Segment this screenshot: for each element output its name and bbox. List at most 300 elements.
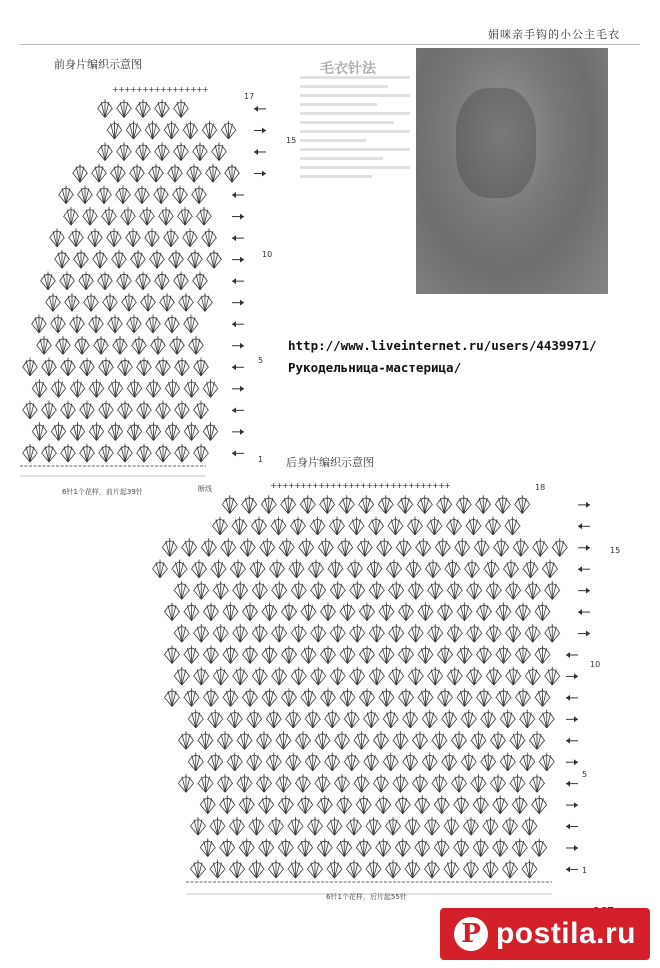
- shell-stitch: [301, 645, 317, 663]
- shell-stitch: [141, 293, 156, 311]
- arrow-right-icon: [232, 257, 244, 263]
- svg-text:+: +: [142, 85, 149, 94]
- shell-stitch: [315, 774, 331, 792]
- shell-stitch: [169, 250, 184, 268]
- shell-stitch: [545, 624, 561, 642]
- shell-stitch: [61, 401, 76, 419]
- back-row-label-10: 10: [590, 660, 601, 669]
- shell-stitch: [483, 817, 499, 835]
- shell-stitch: [389, 667, 405, 685]
- shell-stitch: [422, 710, 438, 728]
- shell-stitch: [239, 838, 255, 856]
- svg-text:+: +: [342, 481, 349, 490]
- shell-stitch: [412, 731, 428, 749]
- svg-text:+: +: [282, 481, 289, 490]
- shell-stitch: [305, 710, 321, 728]
- shell-stitch: [174, 142, 189, 160]
- shell-stitch: [203, 645, 219, 663]
- shell-stitch: [184, 602, 200, 620]
- svg-text:+: +: [426, 481, 433, 490]
- arrow-left-icon: [566, 695, 578, 701]
- shell-stitch: [320, 645, 336, 663]
- shell-stitch: [320, 602, 336, 620]
- shell-stitch: [83, 207, 98, 225]
- shell-stitch: [113, 336, 128, 354]
- shell-stitch: [295, 774, 311, 792]
- shell-stitch: [99, 358, 114, 376]
- shell-stitch: [500, 710, 516, 728]
- shell-stitch: [232, 517, 248, 535]
- shell-stitch: [451, 731, 467, 749]
- shell-stitch: [457, 688, 473, 706]
- shell-stitch: [344, 710, 360, 728]
- shell-stitch: [84, 293, 99, 311]
- shell-stitch: [64, 207, 79, 225]
- shell-stitch: [320, 688, 336, 706]
- shell-stitch: [89, 379, 104, 397]
- shell-stitch: [494, 538, 510, 556]
- shell-stitch: [327, 860, 343, 878]
- shell-stitch: [98, 142, 113, 160]
- shell-stitch: [175, 444, 190, 462]
- shell-stitch: [463, 817, 479, 835]
- shell-stitch: [476, 495, 492, 513]
- shell-stitch: [212, 142, 227, 160]
- shell-stitch: [476, 688, 492, 706]
- arrow-right-icon: [578, 588, 590, 594]
- shell-stitch: [533, 538, 549, 556]
- shell-stitch: [298, 838, 314, 856]
- shell-stitch: [364, 753, 380, 771]
- shell-stitch: [457, 645, 473, 663]
- shell-stitch: [369, 581, 385, 599]
- shell-stitch: [193, 271, 208, 289]
- shell-stitch: [356, 795, 372, 813]
- shell-stitch: [237, 774, 253, 792]
- shell-stitch: [213, 581, 229, 599]
- shell-stitch: [208, 710, 224, 728]
- shell-stitch: [23, 358, 38, 376]
- shell-stitch: [74, 250, 89, 268]
- arrow-right-icon: [566, 716, 578, 722]
- shell-stitch: [242, 602, 258, 620]
- shell-stitch: [347, 560, 363, 578]
- shell-stitch: [249, 860, 265, 878]
- svg-text:+: +: [300, 481, 307, 490]
- shell-stitch: [23, 444, 38, 462]
- shell-stitch: [233, 624, 249, 642]
- shell-stitch: [162, 538, 178, 556]
- svg-text:+: +: [306, 481, 313, 490]
- shell-stitch: [184, 645, 200, 663]
- shell-stitch: [51, 422, 66, 440]
- shell-stitch: [330, 624, 346, 642]
- arrow-right-icon: [232, 429, 244, 435]
- shell-stitch: [32, 379, 47, 397]
- shell-stitch: [442, 710, 458, 728]
- shell-stitch: [107, 228, 122, 246]
- shell-stitch: [445, 560, 461, 578]
- shell-stitch: [485, 517, 501, 535]
- svg-text:+: +: [160, 85, 167, 94]
- svg-text:+: +: [396, 481, 403, 490]
- shell-stitch: [442, 753, 458, 771]
- shell-stitch: [165, 315, 180, 333]
- shell-stitch: [170, 336, 185, 354]
- svg-text:+: +: [118, 85, 125, 94]
- shell-stitch: [356, 838, 372, 856]
- shell-stitch: [329, 517, 345, 535]
- shell-stitch: [334, 774, 350, 792]
- shell-stitch: [506, 581, 522, 599]
- shell-stitch: [515, 688, 531, 706]
- shell-stitch: [520, 753, 536, 771]
- shell-stitch: [398, 602, 414, 620]
- shell-stitch: [208, 753, 224, 771]
- shell-stitch: [200, 795, 216, 813]
- shell-stitch: [378, 495, 394, 513]
- shell-stitch: [136, 99, 151, 117]
- shell-stitch: [463, 860, 479, 878]
- shell-stitch: [523, 560, 539, 578]
- svg-text:+: +: [190, 85, 197, 94]
- logo-text: postila.ru: [495, 917, 636, 950]
- shell-stitch: [471, 774, 487, 792]
- shell-stitch: [223, 602, 239, 620]
- shell-stitch: [111, 164, 126, 182]
- shell-stitch: [379, 602, 395, 620]
- watermark-url[interactable]: http://www.liveinternet.ru/users/4439971/: [288, 338, 597, 353]
- shell-stitch: [376, 838, 392, 856]
- shell-stitch: [299, 538, 315, 556]
- shell-stitch: [136, 142, 151, 160]
- shell-stitch: [80, 401, 95, 419]
- arrow-right-icon: [254, 171, 266, 177]
- shell-stitch: [383, 753, 399, 771]
- arrow-left-icon: [232, 450, 244, 456]
- shell-stitch: [42, 358, 57, 376]
- svg-text:+: +: [366, 481, 373, 490]
- shell-stitch: [457, 602, 473, 620]
- shell-stitch: [156, 401, 171, 419]
- shell-stitch: [240, 538, 256, 556]
- shell-stitch: [535, 645, 551, 663]
- shell-stitch: [301, 602, 317, 620]
- shell-stitch: [159, 207, 174, 225]
- shell-stitch: [456, 495, 472, 513]
- shell-stitch: [174, 581, 190, 599]
- shell-stitch: [203, 379, 218, 397]
- svg-text:+: +: [136, 85, 143, 94]
- shell-stitch: [525, 624, 541, 642]
- shell-stitch: [525, 581, 541, 599]
- arrow-right-icon: [232, 300, 244, 306]
- arrow-left-icon: [232, 407, 244, 413]
- shell-stitch: [70, 315, 85, 333]
- shell-stitch: [118, 401, 133, 419]
- shell-stitch: [418, 602, 434, 620]
- shell-stitch: [268, 817, 284, 835]
- arrow-left-icon: [232, 235, 244, 241]
- shell-stitch: [290, 517, 306, 535]
- shell-stitch: [545, 667, 561, 685]
- shell-stitch: [247, 710, 263, 728]
- shell-stitch: [473, 795, 489, 813]
- shell-stitch: [330, 581, 346, 599]
- shell-stitch: [117, 142, 132, 160]
- front-crochet-chart: [20, 85, 266, 476]
- shell-stitch: [461, 710, 477, 728]
- shell-stitch: [337, 838, 353, 856]
- shell-stitch: [65, 293, 80, 311]
- shell-stitch: [149, 164, 164, 182]
- shell-stitch: [69, 228, 84, 246]
- shell-stitch: [467, 667, 483, 685]
- shell-stitch: [437, 645, 453, 663]
- arrow-left-icon: [566, 652, 578, 658]
- shell-stitch: [532, 795, 548, 813]
- svg-text:+: +: [336, 481, 343, 490]
- shell-stitch: [225, 164, 240, 182]
- shell-stitch: [446, 517, 462, 535]
- shell-stitch: [486, 667, 502, 685]
- shell-stitch: [415, 795, 431, 813]
- svg-text:+: +: [354, 481, 361, 490]
- shell-stitch: [418, 688, 434, 706]
- shell-stitch: [481, 753, 497, 771]
- shell-stitch: [295, 731, 311, 749]
- shell-stitch: [308, 560, 324, 578]
- shell-stitch: [385, 860, 401, 878]
- shell-stitch: [310, 517, 326, 535]
- shell-stitch: [434, 795, 450, 813]
- shell-stitch: [46, 293, 61, 311]
- shell-stitch: [132, 336, 147, 354]
- shell-stitch: [61, 358, 76, 376]
- shell-stitch: [122, 293, 137, 311]
- shell-stitch: [242, 645, 258, 663]
- shell-stitch: [155, 142, 170, 160]
- arrow-left-icon: [254, 106, 266, 112]
- shell-stitch: [256, 731, 272, 749]
- shell-stitch: [146, 315, 161, 333]
- shell-stitch: [249, 817, 265, 835]
- shell-stitch: [344, 753, 360, 771]
- shell-stitch: [327, 817, 343, 835]
- shell-stitch: [259, 838, 275, 856]
- shell-stitch: [51, 315, 66, 333]
- shell-stitch: [156, 358, 171, 376]
- shell-stitch: [92, 164, 107, 182]
- shell-stitch: [340, 645, 356, 663]
- svg-text:+: +: [384, 481, 391, 490]
- arrow-left-icon: [232, 192, 244, 198]
- svg-text:+: +: [432, 481, 439, 490]
- shell-stitch: [56, 336, 71, 354]
- shell-stitch: [266, 753, 282, 771]
- shell-stitch: [330, 667, 346, 685]
- shell-stitch: [187, 164, 202, 182]
- shell-stitch: [359, 495, 375, 513]
- shell-stitch: [405, 860, 421, 878]
- shell-stitch: [364, 710, 380, 728]
- shell-stitch: [145, 121, 160, 139]
- shell-stitch: [217, 774, 233, 792]
- postila-logo[interactable]: [440, 908, 650, 960]
- shell-stitch: [334, 731, 350, 749]
- svg-text:+: +: [420, 481, 427, 490]
- shell-stitch: [73, 164, 88, 182]
- shell-stitch: [552, 538, 568, 556]
- front-diagram-title: 前身片编织示意图: [54, 58, 142, 71]
- shell-stitch: [272, 624, 288, 642]
- shell-stitch: [373, 774, 389, 792]
- shell-stitch: [432, 774, 448, 792]
- shell-stitch: [262, 602, 278, 620]
- shell-stitch: [545, 581, 561, 599]
- shell-stitch: [493, 795, 509, 813]
- shell-stitch: [278, 795, 294, 813]
- shell-stitch: [278, 838, 294, 856]
- shell-stitch: [406, 560, 422, 578]
- arrow-left-icon: [566, 781, 578, 787]
- shell-stitch: [525, 667, 541, 685]
- shell-stitch: [80, 444, 95, 462]
- shell-stitch: [194, 581, 210, 599]
- shell-stitch: [217, 731, 233, 749]
- shell-stitch: [242, 495, 258, 513]
- shell-stitch: [268, 860, 284, 878]
- shell-stitch: [184, 379, 199, 397]
- shell-stitch: [137, 358, 152, 376]
- shell-stitch: [340, 602, 356, 620]
- watermark-name: Рукодельница-мастерица/: [288, 360, 462, 375]
- shell-stitch: [102, 207, 117, 225]
- shell-stitch: [272, 581, 288, 599]
- shell-stitch: [422, 753, 438, 771]
- svg-text:+: +: [390, 481, 397, 490]
- shell-stitch: [183, 228, 198, 246]
- shell-stitch: [428, 624, 444, 642]
- shell-stitch: [276, 774, 292, 792]
- svg-text:+: +: [438, 481, 445, 490]
- back-caption: 6针1个花样，后片起55针: [326, 893, 407, 901]
- shell-stitch: [190, 817, 206, 835]
- shell-stitch: [412, 774, 428, 792]
- shell-stitch: [210, 860, 226, 878]
- arrow-right-icon: [232, 214, 244, 220]
- shell-stitch: [407, 517, 423, 535]
- shell-stitch: [174, 624, 190, 642]
- svg-text:+: +: [124, 85, 131, 94]
- shell-stitch: [194, 667, 210, 685]
- shell-stitch: [220, 838, 236, 856]
- shell-stitch: [376, 795, 392, 813]
- shell-stitch: [346, 817, 362, 835]
- shell-stitch: [281, 495, 297, 513]
- shell-stitch: [172, 560, 188, 578]
- shell-stitch: [447, 667, 463, 685]
- arrow-left-icon: [232, 321, 244, 327]
- shell-stitch: [395, 795, 411, 813]
- shell-stitch: [191, 560, 207, 578]
- shell-stitch: [42, 444, 57, 462]
- shell-stitch: [247, 753, 263, 771]
- shell-stitch: [198, 774, 214, 792]
- shell-stitch: [262, 688, 278, 706]
- arrow-right-icon: [254, 127, 266, 133]
- shell-stitch: [223, 688, 239, 706]
- shell-stitch: [434, 838, 450, 856]
- shell-stitch: [79, 271, 94, 289]
- shell-stitch: [136, 271, 151, 289]
- back-row-label-5: 5: [582, 770, 588, 779]
- svg-text:+: +: [112, 85, 119, 94]
- shell-stitch: [60, 271, 75, 289]
- shell-stitch: [455, 538, 471, 556]
- shell-stitch: [476, 645, 492, 663]
- svg-text:+: +: [360, 481, 367, 490]
- shell-stitch: [311, 624, 327, 642]
- shell-stitch: [286, 710, 302, 728]
- shell-stitch: [197, 207, 212, 225]
- shell-stitch: [318, 538, 334, 556]
- shell-stitch: [259, 795, 275, 813]
- svg-text:+: +: [408, 481, 415, 490]
- shell-stitch: [337, 795, 353, 813]
- shell-stitch: [99, 401, 114, 419]
- shell-stitch: [212, 517, 228, 535]
- front-row-label-5: 5: [258, 356, 264, 365]
- shell-stitch: [108, 379, 123, 397]
- shell-stitch: [165, 379, 180, 397]
- shell-stitch: [178, 207, 193, 225]
- shell-stitch: [522, 817, 538, 835]
- shell-stitch: [194, 444, 209, 462]
- back-crochet-chart: [152, 481, 590, 894]
- shell-stitch: [188, 250, 203, 268]
- shell-stitch: [145, 228, 160, 246]
- shell-stitch: [207, 250, 222, 268]
- back-row-label-18: 18: [535, 483, 546, 492]
- shell-stitch: [252, 667, 268, 685]
- shell-stitch: [93, 250, 108, 268]
- shell-stitch: [520, 710, 536, 728]
- shell-stitch: [307, 860, 323, 878]
- shell-stitch: [70, 422, 85, 440]
- shell-stitch: [444, 817, 460, 835]
- shell-stitch: [291, 581, 307, 599]
- shell-stitch: [542, 560, 558, 578]
- shell-stitch: [175, 358, 190, 376]
- shell-stitch: [359, 688, 375, 706]
- svg-text:+: +: [276, 481, 283, 490]
- shell-stitch: [222, 495, 238, 513]
- shell-stitch: [117, 271, 132, 289]
- shell-stitch: [260, 538, 276, 556]
- shell-stitch: [183, 121, 198, 139]
- shell-stitch: [272, 667, 288, 685]
- shell-stitch: [151, 336, 166, 354]
- shell-stitch: [266, 710, 282, 728]
- arrow-left-icon: [566, 866, 578, 872]
- shell-stitch: [61, 444, 76, 462]
- shell-stitch: [131, 250, 146, 268]
- shell-stitch: [237, 731, 253, 749]
- svg-text:+: +: [348, 481, 355, 490]
- shell-stitch: [325, 753, 341, 771]
- shell-stitch: [251, 517, 267, 535]
